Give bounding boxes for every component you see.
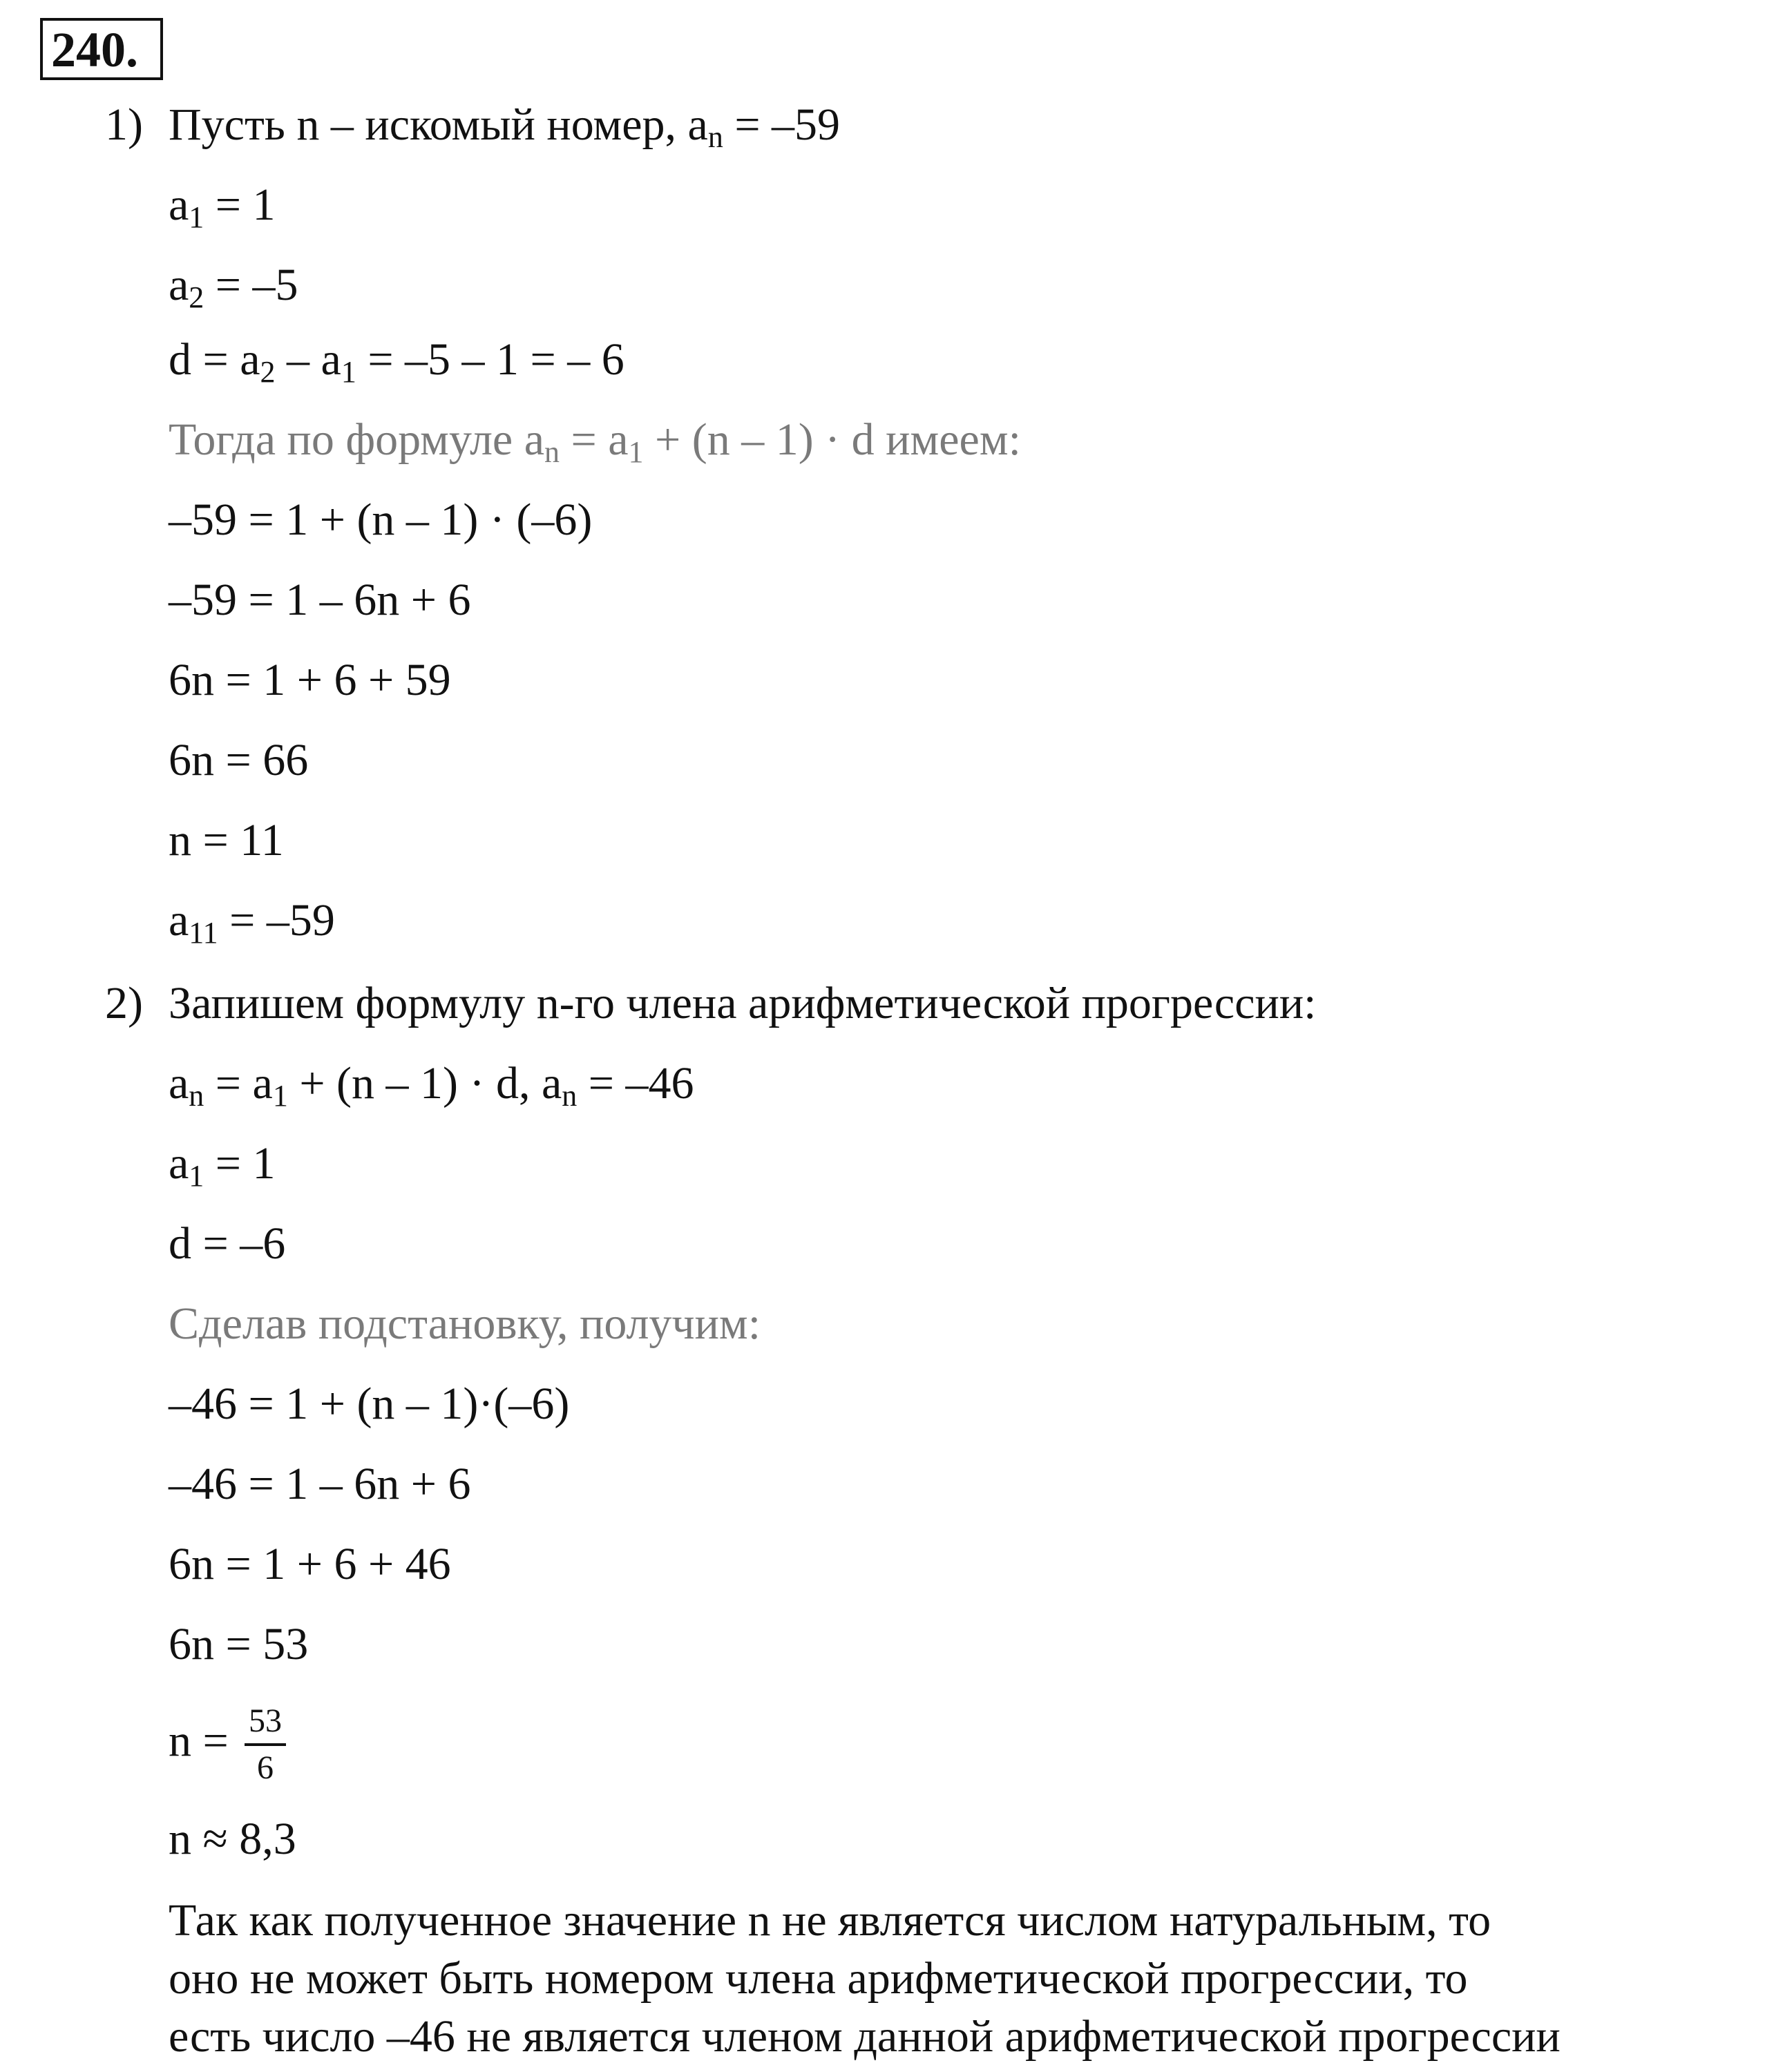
conclusion-line-3: есть число –46 не является членом данной арифметической прогрессии bbox=[169, 2011, 1561, 2062]
part1-intro: Пусть n – искомый номер, $a_n = -59$ bbox=[169, 99, 841, 154]
fraction-denominator: 6 bbox=[257, 1749, 274, 1786]
part2-d: d = –6 bbox=[169, 1218, 286, 1269]
fraction-numerator: 53 bbox=[245, 1705, 286, 1746]
part2-formula: $a_n = a_1 + (n - 1) \cdot d$, $a_n = -46$ bbox=[169, 1058, 694, 1113]
part1-eq2: –59 = 1 – 6n + 6 bbox=[169, 575, 471, 625]
conclusion-line-2: оно не может быть номером члена арифметической прогрессии, то bbox=[169, 1953, 1468, 2004]
part2-n-lhs: n = bbox=[169, 1716, 229, 1766]
part2-eq3: 6n = 1 + 6 + 46 bbox=[169, 1539, 451, 1589]
part2-eq2: –46 = 1 – 6n + 6 bbox=[169, 1459, 471, 1509]
part1-eq1: –59 = 1 + (n – 1) · (–6) bbox=[169, 495, 593, 545]
part2-subst: Сделав подстановку, получим: bbox=[169, 1298, 761, 1349]
fraction bbox=[245, 1702, 286, 1786]
conclusion-line-1: Так как полученное значение n не является числом натуральным, то bbox=[169, 1895, 1491, 1946]
part2-label: 2) bbox=[105, 978, 143, 1028]
part1-a11: $a_{11} = -59$ bbox=[169, 895, 335, 950]
part1-eq3: 6n = 1 + 6 + 59 bbox=[169, 655, 451, 705]
part1-eq4: 6n = 66 bbox=[169, 735, 309, 785]
part2-eq1: –46 = 1 + (n – 1)·(–6) bbox=[169, 1379, 570, 1429]
task-number-dot: . bbox=[126, 22, 138, 77]
part1-formula: Тогда по формуле $a_n = a_1 + (n - 1) \cdot d$ имеем: bbox=[169, 414, 1021, 469]
part1-d: $d = a_2 - a_1 = -5 - 1$ = – 6 bbox=[169, 334, 624, 389]
part2-approx: n ≈ 8,3 bbox=[169, 1814, 296, 1864]
part2-eq4: 6n = 53 bbox=[169, 1619, 309, 1669]
task-number bbox=[51, 22, 138, 77]
part1-a1: $a_1 = 1$ bbox=[169, 180, 276, 234]
part2-intro: Запишем формулу n-го члена арифметической прогрессии: bbox=[169, 978, 1317, 1028]
part1-label: 1) bbox=[105, 99, 143, 150]
task-number-value: 240 bbox=[51, 22, 126, 77]
part1-eq5: n = 11 bbox=[169, 815, 284, 865]
part1-a2: $a_2 = -5$ bbox=[169, 260, 298, 314]
part2-a1: $a_1 = 1$ bbox=[169, 1138, 276, 1193]
